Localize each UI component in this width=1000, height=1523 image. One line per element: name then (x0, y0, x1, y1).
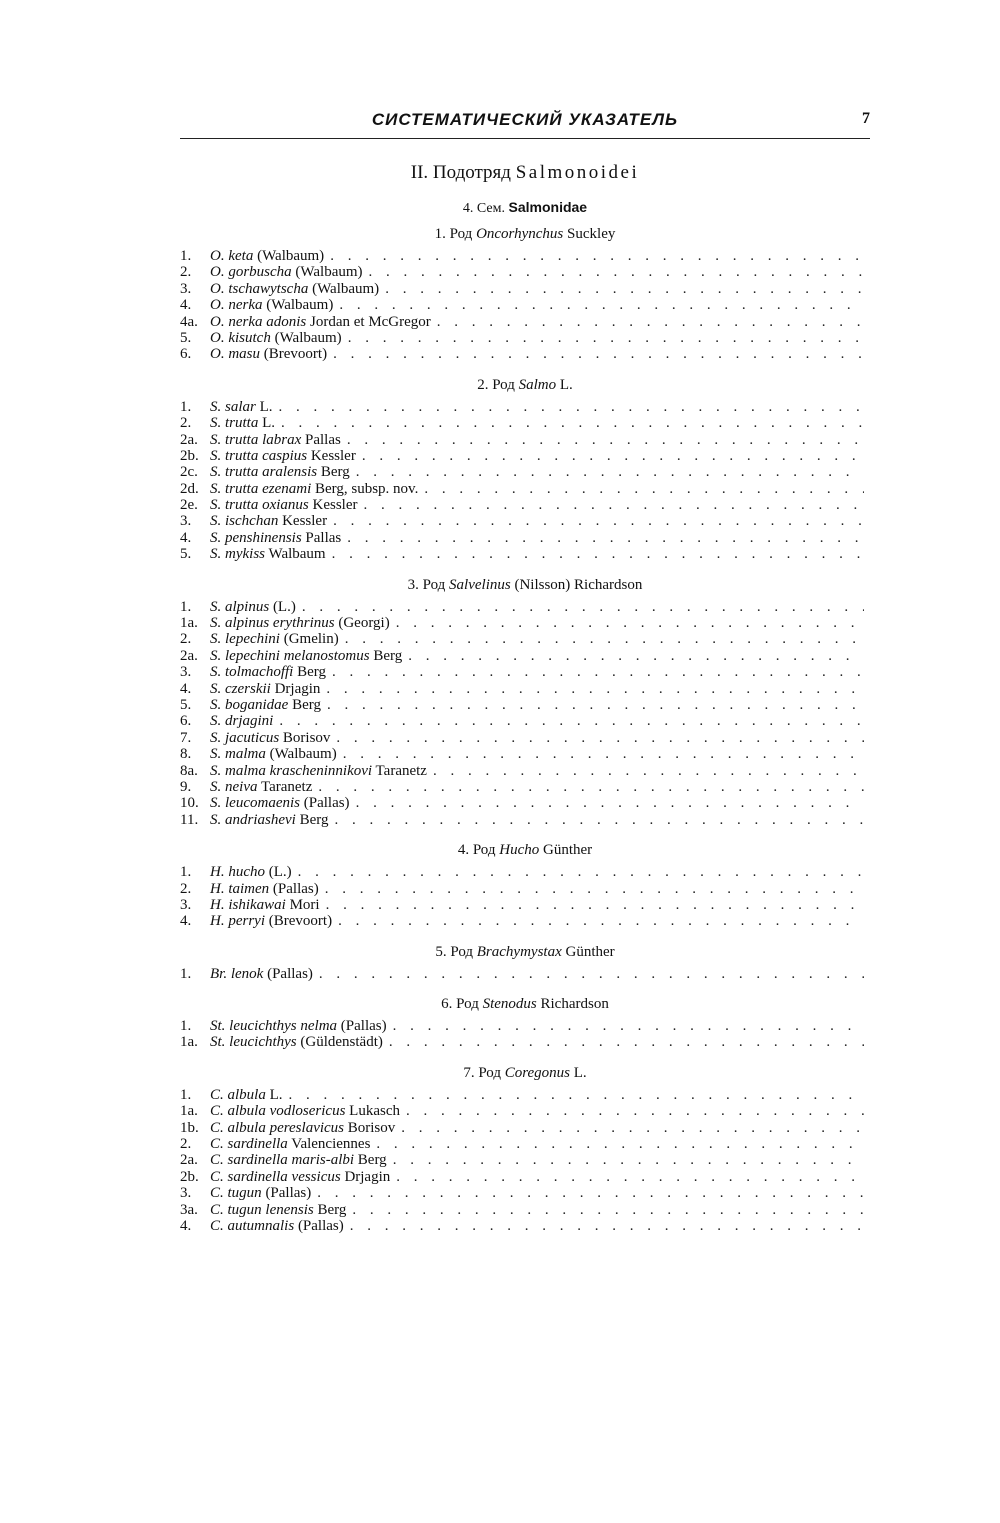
species-name: S. malma krascheninnikovi (210, 762, 373, 779)
running-title: СИСТЕМАТИЧЕСКИЙ УКАЗАТЕЛЬ (371, 110, 679, 129)
entry-number: 3. (180, 280, 192, 297)
species-name: S. neiva (210, 778, 258, 795)
species-author: (Pallas) (297, 1217, 344, 1234)
entry-number: 1a. (180, 1103, 198, 1120)
species-author: (Walbaum) (266, 297, 334, 314)
species-name: S. drjagini (210, 713, 274, 730)
entry-number: 1. (180, 398, 192, 415)
entry-number: 5. (180, 329, 192, 346)
entry-number: 2. (180, 264, 192, 281)
species-name: S. ischchan (210, 513, 279, 530)
species-name: C. sardinella (210, 1136, 288, 1153)
family-prefix: 4. Сем. (462, 201, 505, 216)
species-author: Berg (373, 647, 403, 664)
species-name: St. leucichthys nelma (210, 1018, 338, 1035)
entry-number: 2. (180, 1136, 192, 1153)
entry-number: 3. (180, 1185, 192, 1202)
species-author: Berg (297, 664, 326, 681)
species-name: S. lepechini melanostomus (210, 647, 370, 664)
genus-author: Richardson (540, 996, 609, 1013)
species-name: O. masu (210, 346, 261, 363)
genus-author: L. (573, 1064, 587, 1081)
species-name: O. tschawytscha (210, 280, 309, 297)
entry-number: 4. (180, 297, 192, 314)
species-name: S. tolmachoffi (210, 664, 294, 681)
entry-number: 10. (180, 795, 199, 812)
genus-name: Brachymystax (476, 943, 562, 960)
species-author: Valenciennes (291, 1136, 371, 1153)
species-author: (Walbaum) (312, 280, 380, 297)
species-author: (Gmelin) (283, 631, 339, 648)
species-name: S. penshinensis (210, 529, 302, 546)
species-author: Berg, subsp. nov. (315, 480, 419, 497)
species-name: S. trutta oxianus (210, 497, 309, 514)
species-name: H. hucho (210, 864, 265, 881)
genus-author: Suckley (567, 226, 616, 242)
species-author: (Brevoort) (268, 913, 333, 930)
genus-name: Oncorhynchus (476, 226, 564, 242)
species-name: S. trutta (210, 415, 259, 432)
entry-number: 1a. (180, 1034, 198, 1051)
header-rule (180, 138, 870, 139)
species-author: L. (269, 1086, 283, 1103)
species-author: (Georgi) (338, 615, 390, 632)
species-author: Walbaum (268, 546, 326, 563)
genus-author: Günther (565, 943, 615, 960)
entry-number: 1a. (180, 615, 198, 632)
species-name: S. trutta ezenami (210, 480, 312, 497)
entry-number: 3. (180, 513, 192, 530)
species-author: (L.) (268, 864, 292, 881)
species-name: S. mykiss (210, 546, 265, 563)
species-name: O. kisutch (210, 329, 271, 346)
species-author: (Pallas) (303, 795, 350, 812)
entry-number: 2b. (180, 1168, 199, 1185)
genus-prefix: 5. Род (435, 943, 474, 960)
family-name: Salmonidae (508, 199, 588, 215)
species-author: Pallas (305, 431, 341, 448)
genera-list (180, 222, 870, 1234)
entry-number: 1. (180, 1018, 192, 1035)
entry-number: 4. (180, 680, 192, 697)
species-name: S. trutta aralensis (210, 464, 318, 481)
entry-number: 2b. (180, 447, 199, 464)
species-name: S. salar (210, 398, 256, 415)
entry-number: 3a. (180, 1201, 198, 1218)
genus-name: Stenodus (482, 996, 537, 1013)
species-name: H. ishikawai (210, 896, 286, 913)
species-name: C. albula pereslavicus (210, 1119, 345, 1136)
entry-number: 1. (180, 598, 192, 615)
species-author: Lukasch (349, 1103, 400, 1120)
species-author: (Walbaum) (295, 264, 363, 281)
entry-number: 2e. (180, 497, 198, 514)
species-author: (Walbaum) (257, 248, 325, 264)
entry-number: 2a. (180, 647, 198, 664)
entry-number: 3. (180, 896, 192, 913)
species-name: O. keta (210, 248, 254, 264)
entry-number: 2c. (180, 464, 198, 481)
species-name: H. taimen (210, 880, 270, 897)
species-author: L. (262, 415, 276, 432)
genus-prefix: 6. Род (441, 996, 479, 1013)
species-name: O. nerka adonis (210, 313, 307, 330)
species-name: C. tugun (210, 1185, 262, 1202)
running-head (180, 110, 870, 136)
genus-name: Coregonus (504, 1064, 571, 1081)
entry-number: 2. (180, 415, 192, 432)
genus-name: Salmo (518, 376, 557, 393)
entry-number: 4. (180, 529, 192, 546)
entry-number: 7. (180, 729, 192, 746)
entry-page (180, 158, 1000, 1523)
index-content (180, 158, 870, 1244)
species-author: (Pallas) (267, 965, 313, 982)
species-name: S. alpinus erythrinus (210, 615, 335, 632)
suborder-prefix: II. Подотряд (410, 162, 511, 183)
species-author: Berg (357, 1152, 387, 1169)
species-name: C. albula (210, 1086, 266, 1103)
entry-number: 1. (180, 248, 192, 264)
species-author: Berg (299, 811, 329, 828)
species-name: O. nerka (210, 297, 263, 314)
genus-prefix: 1. Род (434, 226, 473, 242)
entry-number: 5. (180, 696, 192, 713)
species-name: S. czerskii (210, 680, 271, 697)
species-name: S. lepechini (210, 631, 280, 648)
species-name: S. boganidae (210, 696, 289, 713)
genus-author: Günther (543, 842, 593, 859)
entry-number: 9. (180, 778, 192, 795)
species-author: L. (259, 398, 273, 415)
genus-prefix: 7. Род (463, 1064, 501, 1081)
entry-number: 1b. (180, 1119, 199, 1136)
entry-number: 4. (180, 913, 192, 930)
species-name: H. perryi (210, 913, 265, 930)
entry-number: 1. (180, 864, 192, 881)
species-author: Drjagin (344, 1168, 391, 1185)
species-author: Borisov (282, 729, 331, 746)
species-name: C. sardinella maris-albi (210, 1152, 355, 1169)
species-name: S. jacuticus (210, 729, 280, 746)
species-author: Berg (317, 1201, 347, 1218)
species-author: Jordan et McGregor (310, 313, 431, 330)
species-author: Kessler (282, 513, 328, 530)
species-author: (Walbaum) (274, 329, 342, 346)
species-name: S. andriashevi (210, 811, 296, 828)
index-entry (180, 1218, 870, 1234)
species-name: O. gorbuscha (210, 264, 292, 281)
entry-number: 2. (180, 880, 192, 897)
genus-prefix: 3. Род (407, 576, 446, 593)
genus-author: L. (559, 376, 573, 393)
species-author: (Pallas) (272, 880, 319, 897)
species-author: (Brevoort) (263, 346, 328, 363)
species-name: C. sardinella vessicus (210, 1168, 341, 1185)
entry-number: 5. (180, 546, 192, 563)
species-name: S. trutta caspius (210, 447, 308, 464)
species-author: Kessler (310, 447, 356, 464)
species-author: Pallas (305, 529, 342, 546)
species-author: Borisov (347, 1119, 396, 1136)
entry-number: 4a. (180, 313, 198, 330)
entry-number: 6. (180, 346, 192, 363)
entry-number: 3. (180, 664, 192, 681)
species-author: Kessler (312, 497, 358, 514)
page-number: 7 (862, 110, 870, 127)
species-name: C. autumnalis (210, 1217, 295, 1234)
entry-number: 2d. (180, 480, 199, 497)
species-name: S. leucomaenis (210, 795, 300, 812)
species-name: S. trutta labrax (210, 431, 302, 448)
genus-name: Hucho (499, 842, 540, 859)
species-author: Berg (320, 464, 350, 481)
species-author: (Pallas) (340, 1018, 387, 1035)
genus-prefix: 4. Род (457, 842, 496, 859)
entry-number: 2. (180, 631, 192, 648)
entry-number: 11. (180, 811, 199, 828)
species-author: (Pallas) (265, 1185, 312, 1202)
entry-number: 8. (180, 746, 192, 763)
species-author: (L.) (272, 598, 296, 615)
genus-prefix: 2. Род (477, 376, 515, 393)
species-name: St. leucichthys (210, 1034, 297, 1051)
species-name: C. tugun lenensis (210, 1201, 314, 1218)
entry-number: 4. (180, 1217, 192, 1234)
species-author: (Walbaum) (269, 746, 337, 763)
species-name: C. albula vodlosericus (210, 1103, 346, 1120)
entry-number: 1. (180, 965, 192, 982)
entry-number: 2a. (180, 1152, 198, 1169)
entry-number: 1. (180, 1086, 192, 1103)
species-author: (Güldenstädt) (300, 1034, 383, 1051)
species-author: Berg (292, 696, 321, 713)
entry-number: 2a. (180, 431, 198, 448)
entry-number: 6. (180, 713, 192, 730)
suborder-name: Salmonoidei (515, 162, 640, 183)
species-author: Taranetz (375, 762, 427, 779)
species-author: Taranetz (260, 778, 313, 795)
species-name: S. malma (210, 746, 266, 763)
genus-author: (Nilsson) Richardson (514, 576, 643, 593)
species-name: Br. lenok (210, 965, 264, 982)
species-name: S. alpinus (210, 598, 270, 615)
species-author: Drjagin (274, 680, 321, 697)
genus-name: Salvelinus (449, 576, 511, 593)
genus-section (180, 1061, 870, 1235)
entry-number: 8a. (180, 762, 198, 779)
species-author: Mori (289, 896, 320, 913)
